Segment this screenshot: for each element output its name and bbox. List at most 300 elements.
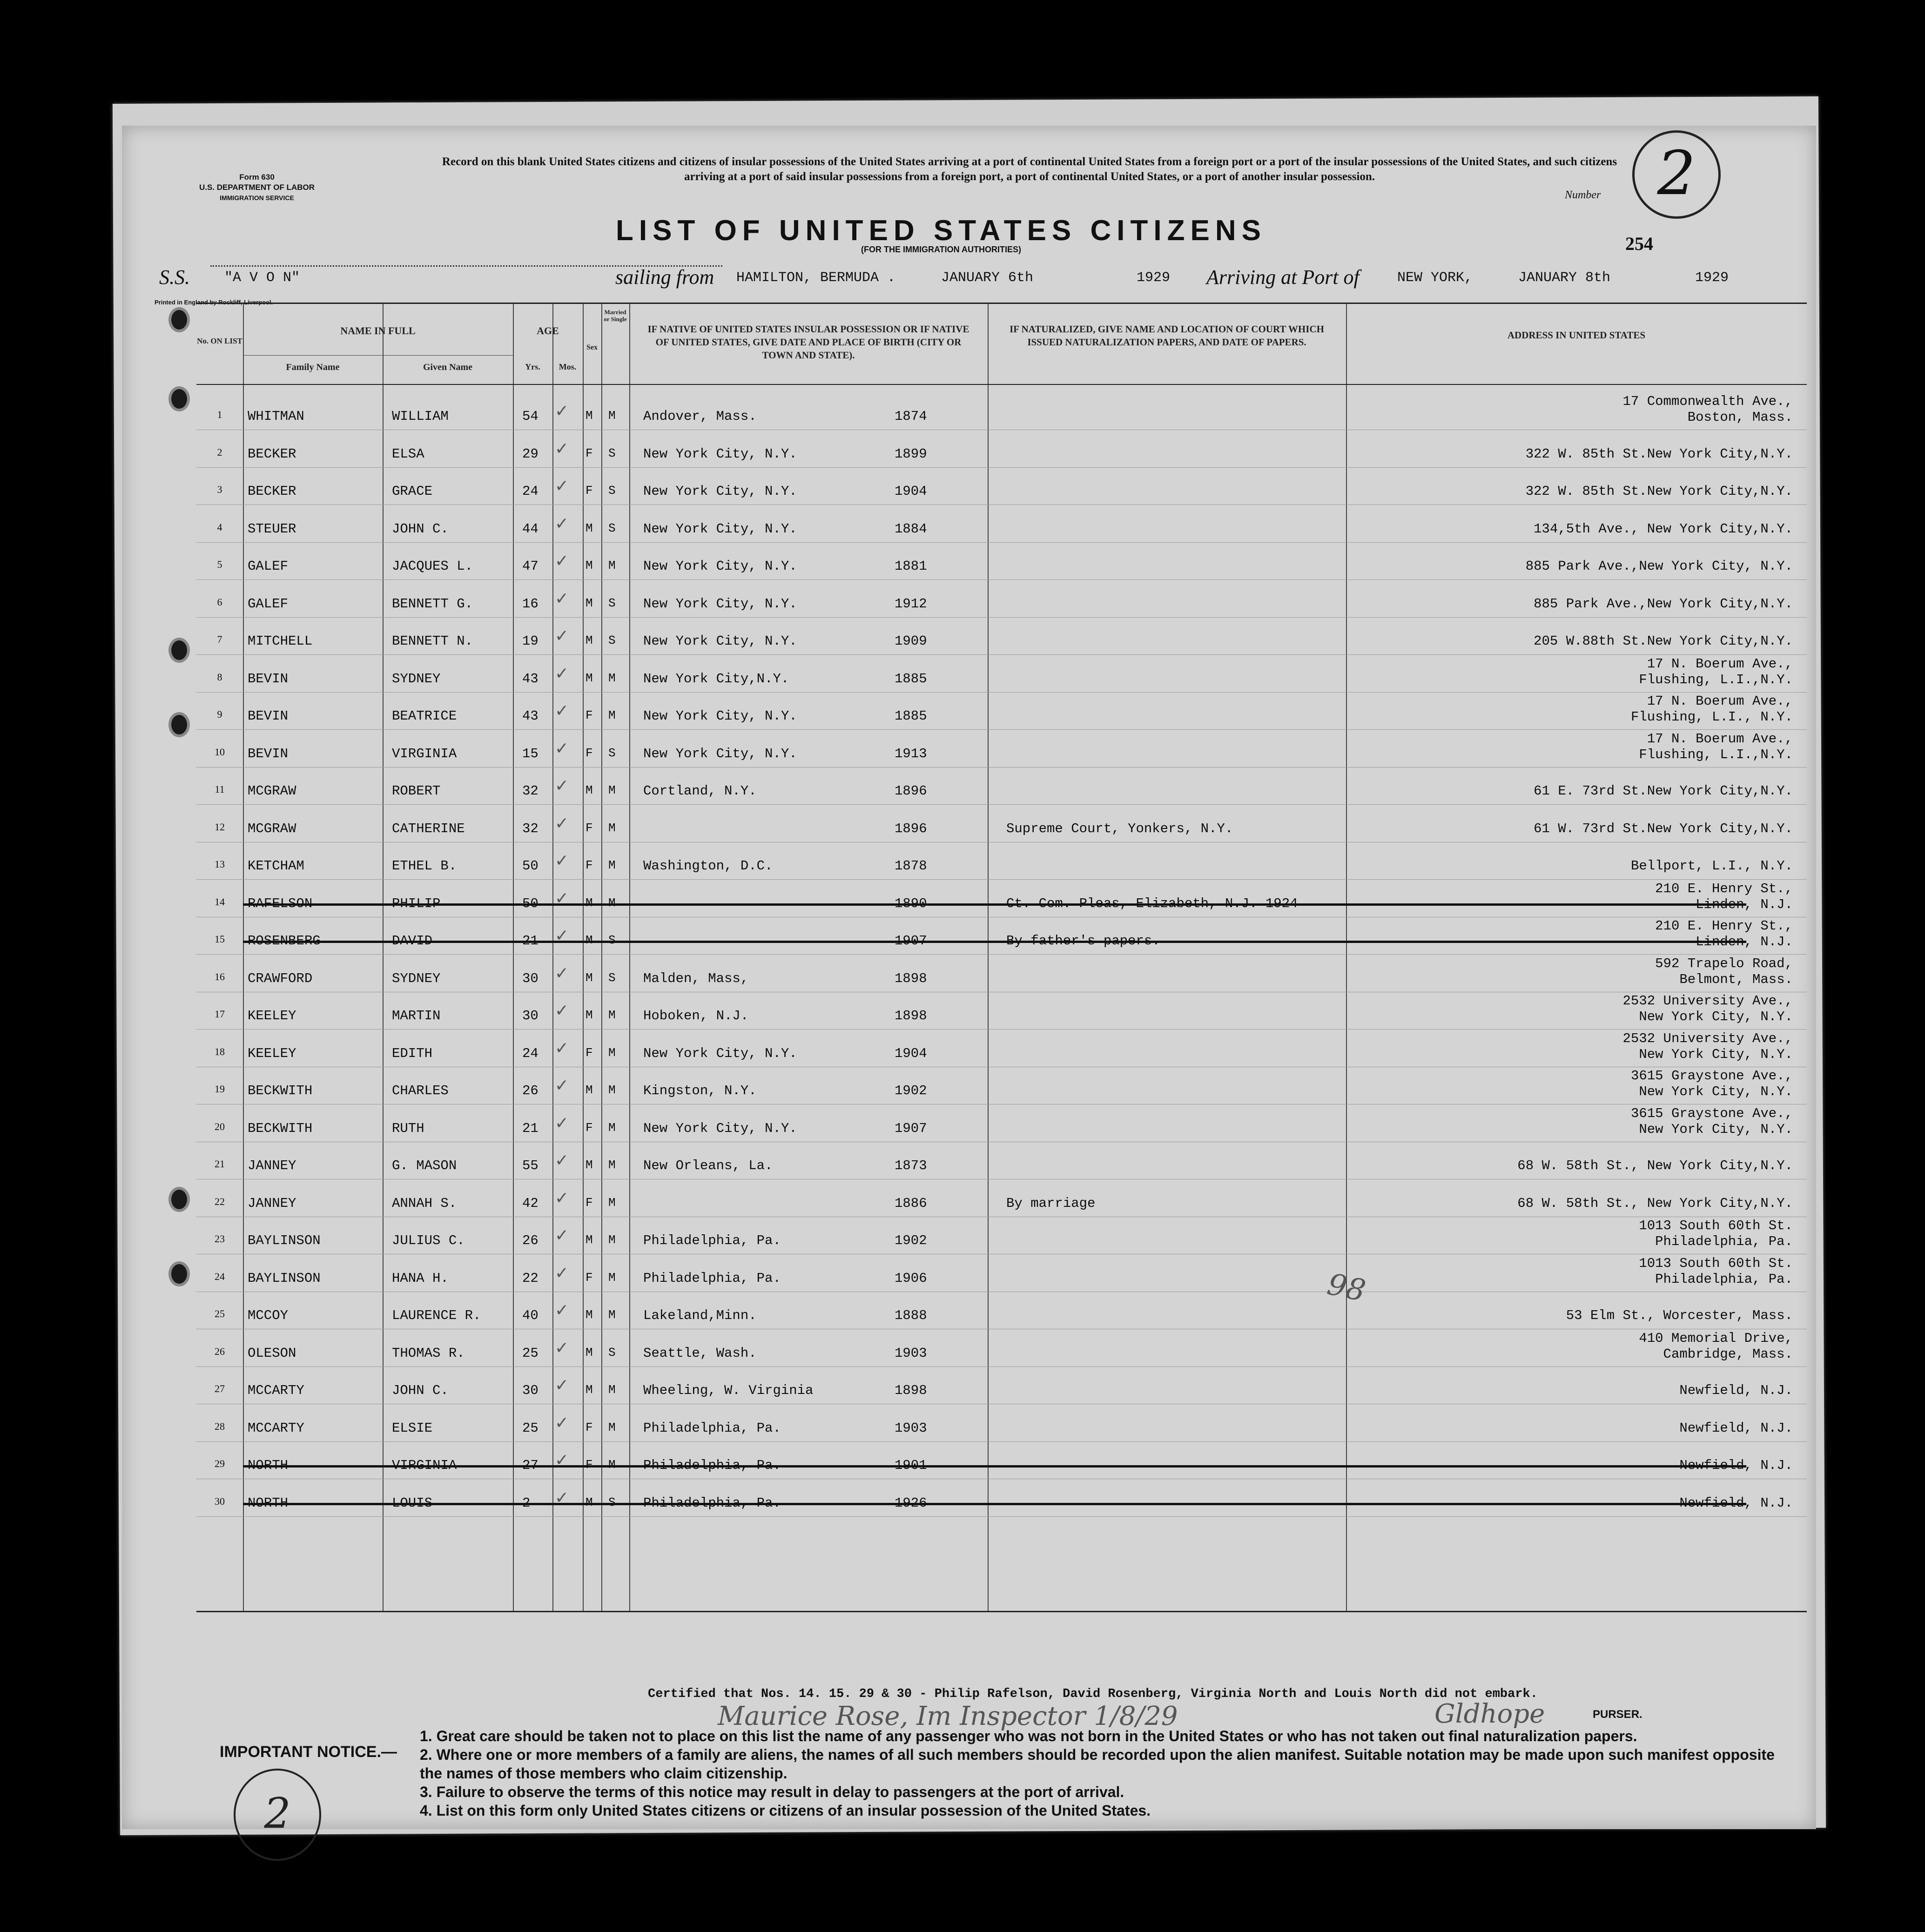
cell-place: New York City, N.Y. [643, 708, 797, 724]
cell-family: BECKWITH [248, 1083, 313, 1098]
cell-sex: F [586, 484, 593, 498]
cell-no: 15 [215, 933, 225, 945]
punch-hole [168, 638, 190, 663]
cell-given: THOMAS R. [392, 1345, 465, 1361]
pencil-check-icon: ✓ [555, 1076, 569, 1095]
pencil-check-icon: ✓ [555, 776, 569, 795]
cell-given: VIRGINIA [392, 746, 457, 761]
cell-address: New York City, N.Y. [1639, 1121, 1793, 1137]
cell-given: ELSA [392, 446, 424, 462]
cell-ms: S [608, 933, 616, 947]
cell-ms: M [608, 409, 616, 423]
cell-no: 16 [215, 970, 225, 983]
cell-sex: M [586, 1008, 593, 1022]
cell-sex: M [586, 409, 593, 423]
cell-given: JOHN C. [392, 521, 449, 537]
manifest-page [122, 126, 1816, 1838]
cell-address: Flushing, L.I., N.Y. [1630, 709, 1793, 725]
cell-address: 2532 University Ave., [1622, 993, 1793, 1009]
cell-sex: M [586, 1495, 593, 1509]
cell-address: New York City, N.Y. [1639, 1084, 1793, 1099]
cell-address: 210 E. Henry St., [1655, 881, 1793, 896]
cell-no: 3 [217, 484, 222, 495]
cell-family: MCGRAW [248, 821, 296, 836]
cell-place: Philadelphia, Pa. [643, 1270, 781, 1286]
cell-family: BAYLINSON [248, 1233, 321, 1248]
cell-year: 1896 [895, 783, 927, 799]
cell-given: HANA H. [392, 1270, 449, 1286]
header-rule [243, 355, 513, 356]
cell-family: BECKER [248, 484, 296, 499]
cell-yrs: 50 [522, 895, 538, 911]
cell-sex: M [586, 596, 593, 610]
cell-yrs: 50 [522, 858, 538, 874]
cell-no: 25 [215, 1308, 225, 1319]
cell-address: 17 Commonwealth Ave., [1622, 394, 1793, 409]
cell-year: 1913 [895, 746, 927, 761]
cell-ms: S [608, 484, 616, 498]
cell-family: MITCHELL [248, 633, 313, 649]
cell-address: 53 Elm St., Worcester, Mass. [1566, 1308, 1793, 1323]
cell-place: New York City, N.Y. [643, 521, 797, 537]
cell-place: New York City, N.Y. [643, 596, 797, 612]
header-name: NAME IN FULL [340, 325, 416, 337]
cell-year: 1881 [895, 559, 927, 574]
cell-yrs: 40 [522, 1308, 538, 1323]
cell-yrs: 54 [522, 409, 538, 424]
depart-year: 1929 [1137, 270, 1171, 286]
cell-place: Wheeling, W. Virginia [643, 1383, 814, 1398]
header-rule [196, 384, 1807, 385]
cell-place: New York City, N.Y. [643, 484, 797, 499]
cell-address: 134,5th Ave., New York City,N.Y. [1534, 521, 1793, 537]
cell-court: Supreme Court, Yonkers, N.Y. [1006, 821, 1233, 836]
cell-no: 7 [217, 633, 222, 645]
cell-yrs: 30 [522, 970, 538, 986]
purser-label: PURSER. [1593, 1708, 1642, 1721]
pencil-check-icon: ✓ [555, 1226, 569, 1245]
cell-no: 13 [215, 858, 225, 870]
header-naturalized: IF NATURALIZED, GIVE NAME AND LOCATION OF COURT WHICH ISSUED NATURALIZATION PAPERS, AND DATE OF PAPERS. [1010, 323, 1324, 348]
cell-year: 1890 [895, 895, 927, 911]
cell-sex: M [586, 633, 593, 647]
row-rule [196, 879, 1807, 880]
cell-ms: M [608, 1045, 616, 1060]
pencil-check-icon: ✓ [555, 1376, 569, 1395]
cell-year: 1903 [895, 1420, 927, 1436]
cell-family: BAYLINSON [248, 1270, 321, 1286]
cell-yrs: 16 [522, 596, 538, 612]
punch-hole [168, 1261, 190, 1286]
cell-given: VIRGINIA [392, 1458, 457, 1473]
cell-given: CHARLES [392, 1083, 449, 1098]
cell-given: RUTH [392, 1120, 424, 1136]
cell-year: 1898 [895, 1008, 927, 1023]
cell-year: 1888 [895, 1308, 927, 1323]
cell-sex: M [586, 933, 593, 947]
punch-hole [168, 712, 190, 737]
cell-sex: M [586, 559, 593, 572]
cell-no: 22 [215, 1195, 225, 1207]
cell-place: New York City, N.Y. [643, 446, 797, 462]
cell-no: 11 [215, 783, 225, 795]
column-rule [513, 304, 514, 1611]
cell-place: New York City, N.Y. [643, 746, 797, 761]
stamp-number: 254 [1625, 233, 1653, 254]
pencil-check-icon: ✓ [555, 851, 569, 870]
cell-sex: M [586, 1158, 593, 1172]
row-rule [196, 617, 1807, 618]
notice-item: 1. Great care should be taken not to place on this list the name of any passenger who was not born in the United States or who has not taken out final naturalization papers. [420, 1728, 1637, 1744]
cell-year: 1903 [895, 1345, 927, 1361]
cell-address: Boston, Mass. [1687, 410, 1793, 425]
circled-mark: 2 [234, 1769, 321, 1861]
pencil-check-icon: ✓ [555, 1263, 569, 1283]
cell-no: 23 [215, 1233, 225, 1245]
cell-court: By marriage [1006, 1195, 1096, 1211]
cell-yrs: 26 [522, 1233, 538, 1248]
cell-ms: S [608, 446, 616, 460]
cell-yrs: 32 [522, 783, 538, 799]
cell-no: 21 [215, 1158, 225, 1170]
cell-address: 1013 South 60th St. [1639, 1255, 1793, 1271]
cell-given: MARTIN [392, 1008, 441, 1023]
cell-sex: M [586, 1308, 593, 1322]
notice-item: 2. Where one or more members of a family are aliens, the names of all such members should be recorded upon the alien manifest. Suitable notation may be made upon such manifest opposite the names of those members who claim citizenship. [420, 1746, 1775, 1782]
column-rule [1346, 304, 1347, 1611]
cell-ms: M [608, 708, 616, 722]
cell-ms: M [608, 1120, 616, 1135]
pencil-check-icon: ✓ [555, 1338, 569, 1358]
cell-address: 885 Park Ave.,New York City, N.Y. [1525, 559, 1793, 574]
cell-family: KEELEY [248, 1008, 296, 1023]
cell-given: LAURENCE R. [392, 1308, 481, 1323]
header-address: ADDRESS IN UNITED STATES [1507, 330, 1646, 341]
cell-place: New York City, N.Y. [643, 1045, 797, 1061]
cell-given: DAVID [392, 933, 433, 949]
cell-place: Philadelphia, Pa. [643, 1420, 781, 1436]
header-married: Married or Single [604, 309, 627, 323]
strike-through-line [243, 941, 1746, 943]
header-yrs: Yrs. [525, 362, 540, 371]
cell-family: BEVIN [248, 671, 289, 687]
cell-ms: M [608, 1083, 616, 1097]
from-port: HAMILTON, BERMUDA . [736, 270, 896, 286]
cell-ms: M [608, 895, 616, 910]
cell-address: 592 Trapelo Road, [1655, 956, 1793, 971]
cell-no: 29 [215, 1458, 225, 1469]
printer-note: Printed in England by Rockliff, Liverpool. [155, 299, 273, 306]
header-no: No. ON LIST [197, 337, 242, 345]
cell-sex: F [586, 1458, 593, 1472]
cell-address: Belmont, Mass. [1679, 971, 1793, 987]
column-rule [552, 304, 553, 1611]
cell-address: Cambridge, Mass. [1663, 1346, 1793, 1362]
cell-family: MCGRAW [248, 783, 296, 799]
notice-item: 4. List on this form only United States citizens or citizens of an insular possession of the United States. [420, 1802, 1151, 1819]
cell-address: 61 E. 73rd St.New York City,N.Y. [1534, 783, 1793, 799]
pencil-check-icon: ✓ [555, 1413, 569, 1433]
cell-place: Seattle, Wash. [643, 1345, 757, 1361]
cell-place: Philadelphia, Pa. [643, 1495, 781, 1511]
row-rule [196, 654, 1807, 655]
punch-hole [168, 386, 190, 411]
cell-place: Lakeland,Minn. [643, 1308, 757, 1323]
cell-address: 3615 Graystone Ave., [1630, 1105, 1793, 1121]
cell-family: WHITMAN [248, 409, 304, 424]
cell-no: 18 [215, 1045, 225, 1057]
cell-place: New York City, N.Y. [643, 1120, 797, 1136]
cell-year: 1926 [895, 1495, 927, 1511]
pencil-check-icon: ✓ [555, 1301, 569, 1320]
arriving-label: Arriving at Port of [1206, 266, 1360, 289]
page-subtitle: (FOR THE IMMIGRATION AUTHORITIES) [861, 245, 1021, 254]
cell-given: ETHEL B. [392, 858, 457, 874]
pencil-check-icon: ✓ [555, 1151, 569, 1170]
cell-family: OLESON [248, 1345, 296, 1361]
cell-ms: M [608, 559, 616, 572]
cell-yrs: 26 [522, 1083, 538, 1098]
cell-no: 17 [215, 1008, 225, 1020]
ss-label: S.S. [159, 266, 190, 289]
cell-sex: F [586, 1420, 593, 1434]
cell-year: 1878 [895, 858, 927, 874]
pencil-check-icon: ✓ [555, 1113, 569, 1133]
cell-yrs: 29 [522, 446, 538, 462]
cell-address: 3615 Graystone Ave., [1630, 1068, 1793, 1084]
cell-address: 1013 South 60th St. [1639, 1218, 1793, 1233]
cell-ms: M [608, 858, 616, 872]
cell-address: 322 W. 85th St.New York City,N.Y. [1525, 446, 1793, 462]
form-identifier [159, 172, 355, 203]
notice-item: 3. Failure to observe the terms of this notice may result in delay to passengers at the port of arrival. [420, 1784, 1124, 1800]
cell-year: 1898 [895, 1383, 927, 1398]
cell-year: 1901 [895, 1458, 927, 1473]
cell-family: MCCARTY [248, 1420, 304, 1436]
cell-ms: M [608, 1458, 616, 1472]
pencil-check-icon: ✓ [555, 814, 569, 833]
cell-address: Linden, N.J. [1696, 896, 1793, 912]
cell-address: Linden, N.J. [1696, 934, 1793, 949]
cell-yrs: 42 [522, 1195, 538, 1211]
inspector-signature: Maurice Rose, Im Inspector 1/8/29 [718, 1701, 1178, 1731]
pencil-check-icon: ✓ [555, 477, 569, 496]
column-rule [988, 304, 989, 1611]
pencil-check-icon: ✓ [555, 739, 569, 758]
cell-yrs: 24 [522, 1045, 538, 1061]
cell-yrs: 21 [522, 1120, 538, 1136]
pencil-check-icon: ✓ [555, 1488, 569, 1508]
cell-address: 17 N. Boerum Ave., [1647, 731, 1793, 747]
cell-ms: S [608, 596, 616, 610]
cell-no: 2 [217, 446, 222, 458]
pencil-check-icon: ✓ [555, 701, 569, 720]
strike-through-line [243, 1465, 1746, 1468]
cell-year: 1907 [895, 1120, 927, 1136]
cell-year: 1885 [895, 671, 927, 687]
cell-ms: M [608, 1233, 616, 1247]
column-rule [601, 304, 602, 1611]
cell-court: Ct. Com. Pleas, Elizabeth, N.J. 1924 [1006, 895, 1298, 911]
cell-address: 68 W. 58th St., New York City,N.Y. [1517, 1195, 1793, 1211]
cell-no: 19 [215, 1083, 225, 1095]
cell-given: PHILIP [392, 895, 441, 911]
cell-address: 17 N. Boerum Ave., [1647, 656, 1793, 672]
cell-given: ANNAH S. [392, 1195, 457, 1211]
cell-sex: M [586, 521, 593, 535]
cell-ms: S [608, 521, 616, 535]
cell-year: 1907 [895, 933, 927, 949]
cell-yrs: 21 [522, 933, 538, 949]
punch-hole [168, 307, 190, 332]
cell-year: 1885 [895, 708, 927, 724]
cell-address: Newfield, N.J. [1679, 1420, 1793, 1436]
cell-ms: M [608, 783, 616, 797]
cell-address: New York City, N.Y. [1639, 1046, 1793, 1062]
cell-address: 61 W. 73rd St.New York City,N.Y. [1534, 821, 1793, 836]
cell-yrs: 24 [522, 484, 538, 499]
pencil-check-icon: ✓ [555, 889, 569, 908]
certification-note: Certified that Nos. 14. 15. 29 & 30 - Philip Rafelson, David Rosenberg, Virginia North and Louis North did not embark. [648, 1687, 1538, 1701]
header-given: Given Name [423, 362, 473, 372]
cell-address: 410 Memorial Drive, [1639, 1330, 1793, 1346]
cell-no: 4 [217, 521, 222, 533]
cell-given: ROBERT [392, 783, 441, 799]
cell-address: Flushing, L.I.,N.Y. [1639, 747, 1793, 762]
cell-year: 1904 [895, 484, 927, 499]
cell-address: Flushing, L.I.,N.Y. [1639, 672, 1793, 687]
notice-list [420, 1727, 1797, 1820]
record-instructions: Record on this blank United States citizens and citizens of insular possessions of the United States arriving at a port of continental United States from a foreign port or a port of the insular possessions of the United States, and such citizens arriving at a port of said insular possessions from a foreign port, a port of continental United States, or a port of another insular possession. [442, 155, 1617, 183]
cell-no: 10 [215, 746, 225, 758]
cell-family: GALEF [248, 559, 289, 574]
cell-no: 9 [217, 708, 222, 720]
cell-ms: M [608, 1308, 616, 1322]
cell-address: 17 N. Boerum Ave., [1647, 693, 1793, 709]
department: U.S. DEPARTMENT OF LABOR [199, 183, 315, 192]
cell-address: 205 W.88th St.New York City,N.Y. [1534, 633, 1793, 649]
cell-ms: M [608, 821, 616, 835]
cell-address: Philadelphia, Pa. [1655, 1271, 1793, 1287]
cell-address: Newfield, N.J. [1679, 1383, 1793, 1398]
cell-year: 1909 [895, 633, 927, 649]
cell-yrs: 32 [522, 821, 538, 836]
column-rule [629, 304, 630, 1611]
cell-ms: M [608, 1270, 616, 1285]
purser-signature: Gldhope [1434, 1699, 1545, 1729]
cell-ms: M [608, 1008, 616, 1022]
row-rule [196, 542, 1807, 543]
cell-year: 1896 [895, 821, 927, 836]
cell-yrs: 2 [522, 1495, 531, 1511]
cell-year: 1902 [895, 1233, 927, 1248]
cell-sex: M [586, 1383, 593, 1397]
cell-family: BECKWITH [248, 1120, 313, 1136]
cell-given: SYDNEY [392, 671, 441, 687]
cell-given: G. MASON [392, 1158, 457, 1173]
cell-no: 26 [215, 1345, 225, 1357]
cell-yrs: 19 [522, 633, 538, 649]
cell-sex: F [586, 1195, 593, 1210]
pencil-check-icon: ✓ [555, 1188, 569, 1208]
cell-sex: M [586, 1345, 593, 1360]
cell-place: Cortland, N.Y. [643, 783, 757, 799]
cell-family: GALEF [248, 596, 289, 612]
cell-place: Hoboken, N.J. [643, 1008, 749, 1023]
cell-given: JACQUES L. [392, 559, 473, 574]
cell-sex: M [586, 970, 593, 985]
cell-family: BECKER [248, 446, 296, 462]
row-rule [196, 1516, 1807, 1517]
cell-year: 1902 [895, 1083, 927, 1098]
cell-no: 20 [215, 1120, 225, 1132]
header-mos: Mos. [559, 362, 577, 371]
cell-year: 1884 [895, 521, 927, 537]
pencil-check-icon: ✓ [555, 1451, 569, 1470]
cell-yrs: 25 [522, 1420, 538, 1436]
row-rule [196, 467, 1807, 468]
passenger-table [196, 303, 1807, 1612]
cell-family: BEVIN [248, 746, 289, 761]
cell-sex: F [586, 821, 593, 835]
cell-address: Bellport, L.I., N.Y. [1630, 858, 1793, 874]
cell-place: Washington, D.C. [643, 858, 773, 874]
cell-given: BENNETT N. [392, 633, 473, 649]
cell-family: STEUER [248, 521, 296, 537]
cell-given: LOUIS [392, 1495, 433, 1511]
cell-place: Andover, Mass. [643, 409, 757, 424]
form-number: Form 630 [239, 173, 275, 182]
cell-given: SYDNEY [392, 970, 441, 986]
pencil-check-icon: ✓ [555, 626, 569, 646]
row-rule [196, 954, 1807, 955]
cell-year: 1904 [895, 1045, 927, 1061]
cell-no: 8 [217, 671, 222, 683]
cell-place: Malden, Mass, [643, 970, 749, 986]
cell-year: 1873 [895, 1158, 927, 1173]
pencil-check-icon: ✓ [555, 514, 569, 533]
cell-given: CATHERINE [392, 821, 465, 836]
cell-sex: F [586, 1045, 593, 1060]
cell-given: GRACE [392, 484, 433, 499]
column-rule [243, 304, 244, 1611]
pencil-check-icon: ✓ [555, 552, 569, 571]
column-rule [383, 304, 384, 1611]
column-rule [583, 304, 584, 1611]
cell-ms: S [608, 746, 616, 760]
row-rule [196, 1441, 1807, 1442]
voyage-line [150, 265, 1779, 293]
header-age: AGE [537, 325, 559, 337]
cell-no: 14 [215, 895, 225, 908]
cell-place: New York City, N.Y. [643, 633, 797, 649]
cell-ms: M [608, 1158, 616, 1172]
cell-given: WILLIAM [392, 409, 449, 424]
cell-sex: F [586, 858, 593, 872]
cell-no: 5 [217, 559, 222, 570]
cell-sex: F [586, 1270, 593, 1285]
cell-ms: S [608, 970, 616, 985]
cell-yrs: 30 [522, 1008, 538, 1023]
arrival-year: 1929 [1695, 270, 1729, 286]
cell-sex: M [586, 1083, 593, 1097]
cell-year: 1874 [895, 409, 927, 424]
pencil-mark: 98 [1324, 1267, 1369, 1309]
cell-ms: M [608, 671, 616, 685]
cell-place: Philadelphia, Pa. [643, 1458, 781, 1473]
strike-through-line [243, 1503, 1746, 1505]
cell-address: New York City, N.Y. [1639, 1009, 1793, 1024]
